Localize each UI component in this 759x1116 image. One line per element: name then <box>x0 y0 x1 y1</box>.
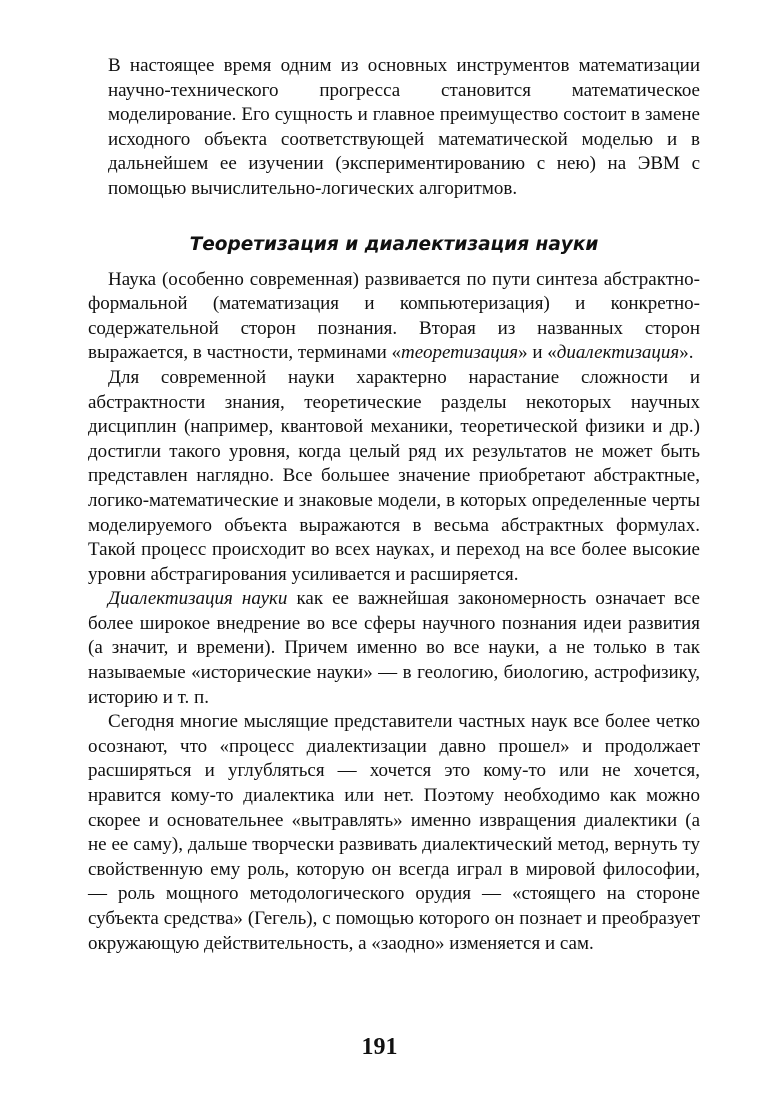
paragraph-abstraction <box>88 366 700 587</box>
paragraph-abstraction-text: Для современной науки характерно нарастание сложности и абстрактности знания, теоретические разделы некоторых научных дисциплин (например, квантовой механики, теоретической физики и др.) достигли такого уровня, когда целый ряд их результатов не может быть представлен наглядно. Все большее значение приобретают абстрактные, логико-математические и знаковые модели, в которых определенные черты моделируемого объекта выражаются в весьма абстрактных формулах. Такой процесс происходит во всех науках, и переход на все более высокие уровни абстрагирования усиливается и расширяется. <box>88 366 700 585</box>
section-heading: Теоретизация и диалектизация науки <box>189 233 599 255</box>
term-dialectization: диалектизация <box>556 342 680 364</box>
term-dialectization-of-science: Диалектизация науки <box>108 588 288 610</box>
term-theoretization: теоретизация <box>401 342 519 364</box>
paragraph-text-after: ». <box>679 342 694 364</box>
page-body <box>88 54 700 956</box>
paragraph-science-synthesis <box>88 268 700 366</box>
paragraph-today <box>88 710 700 956</box>
paragraph-dialectization <box>88 587 700 710</box>
paragraph-dialectization-text: как ее важнейшая закономерность означает все более широкое внедрение во все сферы научного познания идеи развития (а значит, и времени). Причем именно во все науки, а не только в так называемые «исторические науки» — в геологию, биологию, астрофизику, историю и т. п. <box>88 588 700 708</box>
paragraph-text-middle: » и « <box>518 342 557 364</box>
paragraph-intro: В настоящее время одним из основных инструментов математизации научно-технического прогресса становится математическое моделирование. Его сущность и главное преимущество состоит в замене исходного объекта соответствующей математической моделью и в дальнейшем ее изучении (экспериментированию с нею) на ЭВМ с помощью вычислительно-логических алгоритмов. <box>108 55 700 199</box>
page-number: 191 <box>361 1034 398 1060</box>
paragraph-today-text: Сегодня многие мыслящие представители частных наук все более четко осознают, что «процесс диалектизации давно прошел» и продолжает расширяться и углубляться — хочется это кому-то или не хочется, нравится кому-то диалектика или нет. Поэтому необходимо как можно скорее и основательнее «вытравлять» именно извращения диалектики (а не ее саму), дальше творчески развивать диалектический метод, вернуть ту свойственную ему роль, которую он всегда играл в мировой философии, — роль мощного методологического орудия — «стоящего на стороне субъекта средства» (Гегель), с помощью которого он познает и преобразует окружающую действительность, а «заодно» изменяется и сам. <box>88 711 700 954</box>
paragraph-text-before: Наука (особенно современная) развивается по пути синтеза абстрактно-формальной (математизация и компьютеризация) и конкретно-содержательной сторон познания. Вторая из названных сторон выражается, в частности, терминами « <box>88 268 700 364</box>
